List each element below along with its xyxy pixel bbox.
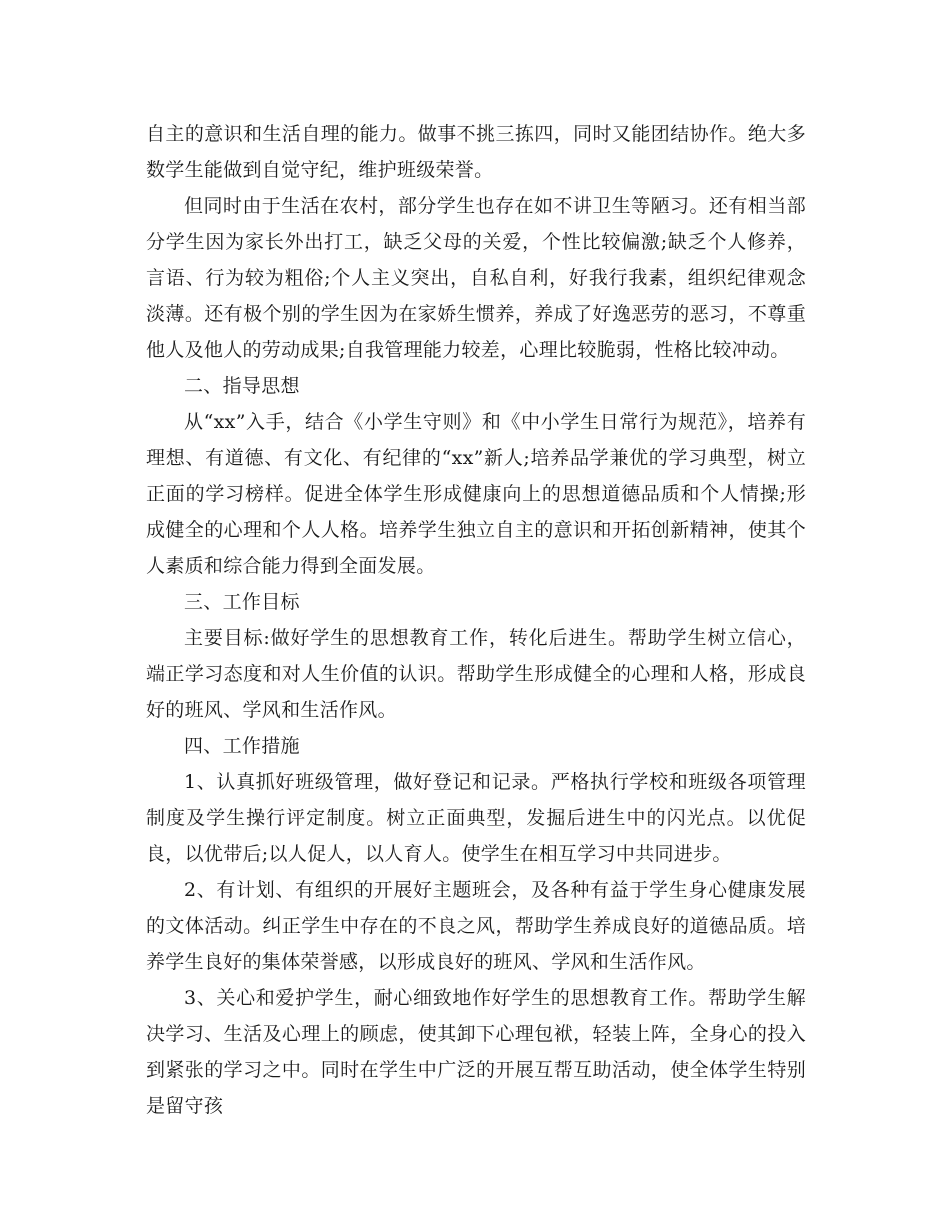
paragraph-measure-3: 3、关心和爱护学生，耐心细致地作好学生的思想教育工作。帮助学生解决学习、生活及心理上的顾虑，使其卸下心理包袱，轻装上阵，全身心的投入到紧张的学习之中。同时在学生中广泛的开展互帮互助活动，使全体学生特别是留守孩 [146,987,806,1117]
paragraph-guiding-ideology: 从“xx”入手，结合《小学生守则》和《中小学生日常行为规范》，培养有理想、有道德、有文化、有纪律的“xx”新人;培养品学兼优的学习典型，树立正面的学习榜样。促进全体学生形成健康向上的思想道德品质和个人情操;形成健全的心理和个人人格。培养学生独立自主的意识和开拓创新精神，使其个人素质和综合能力得到全面发展。 [146,411,806,577]
section-heading-guiding-ideology: 二、指导思想 [184,375,300,397]
document-body [146,116,806,1124]
paragraph-continuation: 自主的意识和生活自理的能力。做事不挑三拣四，同时又能团结协作。绝大多数学生能做到自觉守纪，维护班级荣誉。 [146,123,806,181]
paragraph-student-issues: 但同时由于生活在农村，部分学生也存在如不讲卫生等陋习。还有相当部分学生因为家长外出打工，缺乏父母的关爱，个性比较偏激;缺乏个人修养，言语、行为较为粗俗;个人主义突出，自私自利，好我行我素，组织纪律观念淡薄。还有极个别的学生因为在家娇生惯养，养成了好逸恶劳的恶习，不尊重他人及他人的劳动成果;自我管理能力较差，心理比较脆弱，性格比较冲动。 [146,195,806,361]
paragraph-work-goals: 主要目标:做好学生的思想教育工作，转化后进生。帮助学生树立信心，端正学习态度和对人生价值的认识。帮助学生形成健全的心理和人格，形成良好的班风、学风和生活作风。 [146,627,806,721]
section-heading-work-measures: 四、工作措施 [184,735,300,757]
paragraph-measure-1: 1、认真抓好班级管理，做好登记和记录。严格执行学校和班级各项管理制度及学生操行评定制度。树立正面典型，发掘后进生中的闪光点。以优促良，以优带后;以人促人，以人育人。使学生在相互学习中共同进步。 [146,771,806,865]
section-heading-work-goals: 三、工作目标 [184,591,300,613]
paragraph-measure-2: 2、有计划、有组织的开展好主题班会，及各种有益于学生身心健康发展的文体活动。纠正学生中存在的不良之风，帮助学生养成良好的道德品质。培养学生良好的集体荣誉感，以形成良好的班风、学风和生活作风。 [146,879,806,973]
